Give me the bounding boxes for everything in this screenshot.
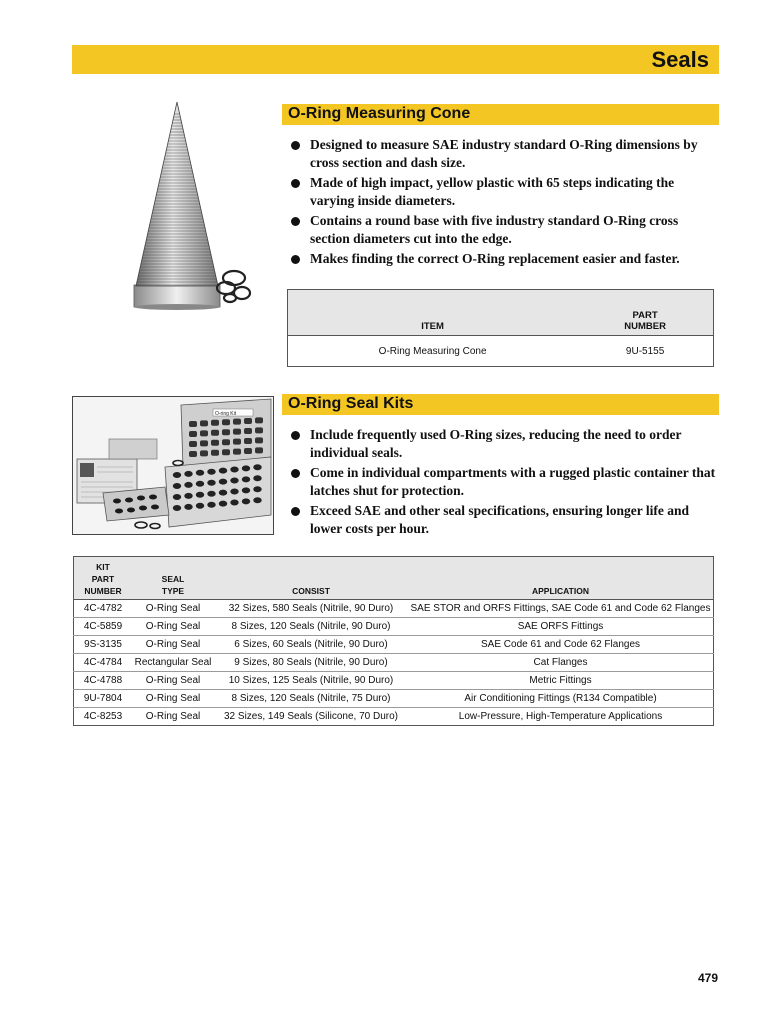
- cell-application: Air Conditioning Fittings (R134 Compatible): [408, 690, 714, 708]
- cell-consist: 10 Sizes, 125 Seals (Nitrile, 90 Duro): [214, 672, 408, 690]
- cell-seal-type: O-Ring Seal: [132, 618, 214, 636]
- table-row: [74, 600, 714, 618]
- kit-label: O-ring Kit: [215, 411, 237, 417]
- measuring-cone-table: [287, 289, 714, 367]
- bullet-icon: [291, 141, 300, 150]
- cell-seal-type: O-Ring Seal: [132, 600, 214, 618]
- cell-consist: 32 Sizes, 149 Seals (Silicone, 70 Duro): [224, 711, 398, 722]
- cell-consist: 6 Sizes, 60 Seals (Nitrile, 90 Duro): [214, 636, 408, 654]
- cell-kit-part-number: 4C-4788: [74, 672, 133, 690]
- list-item: Include frequently used O-Ring sizes, reducing the need to order individual seals.: [288, 426, 718, 462]
- list-item: Come in individual compartments with a rugged plastic container that latches shut for protection.: [288, 464, 718, 500]
- cell-kit-part-number: 4C-4784: [74, 654, 133, 672]
- cell-seal-type: O-Ring Seal: [132, 672, 214, 690]
- column-header-part-number: PART NUMBER: [577, 290, 713, 336]
- bullet-icon: [291, 469, 300, 478]
- cell-application: Cat Flanges: [408, 654, 714, 672]
- table-row: [74, 708, 714, 726]
- bullet-icon: [291, 217, 300, 226]
- column-header-consist: CONSIST: [214, 557, 408, 600]
- cell-kit-part-number: 9S-3135: [74, 636, 133, 654]
- list-item: Made of high impact, yellow plastic with 65 steps indicating the varying inside diameters.: [288, 174, 718, 210]
- page-title: Seals: [651, 47, 709, 72]
- table-row: [74, 636, 714, 654]
- list-item: Makes finding the correct O-Ring replacement easier and faster.: [288, 250, 718, 268]
- section-title-seal-kits: O-Ring Seal Kits: [288, 395, 414, 412]
- cell-application: SAE STOR and ORFS Fittings, SAE Code 61 and Code 62 Flanges: [408, 600, 714, 618]
- table-row: [74, 618, 714, 636]
- cell-seal-type: O-Ring Seal: [145, 711, 201, 722]
- cell-kit-part-number: 9U-7804: [74, 690, 133, 708]
- list-item: Exceed SAE and other seal specifications, ensuring longer life and lower costs per hour.: [288, 502, 718, 538]
- page-number: 479: [697, 971, 718, 985]
- cell-part-number: 9U-5155: [625, 345, 665, 357]
- table-row: [74, 654, 714, 672]
- cell-kit-part-number: 4C-8253: [83, 711, 123, 722]
- cell-application: SAE Code 61 and Code 62 Flanges: [408, 636, 714, 654]
- bullet-icon: [291, 179, 300, 188]
- bullet-icon: [291, 431, 300, 440]
- cell-item: O-Ring Measuring Cone: [378, 345, 487, 357]
- column-header-kit-part-number: KIT PART NUMBER: [74, 557, 133, 600]
- cell-kit-part-number: 4C-4782: [74, 600, 133, 618]
- cell-seal-type: O-Ring Seal: [132, 690, 214, 708]
- cell-consist: 9 Sizes, 80 Seals (Nitrile, 90 Duro): [214, 654, 408, 672]
- cell-seal-type: O-Ring Seal: [132, 636, 214, 654]
- seal-kits-table: [73, 556, 714, 726]
- measuring-cone-image: [122, 100, 262, 315]
- seal-kits-features: [288, 426, 718, 540]
- table-header-row: [74, 557, 714, 600]
- measuring-cone-features: [288, 136, 718, 270]
- cell-application: Low-Pressure, High-Temperature Applications: [458, 711, 663, 722]
- cell-consist: 8 Sizes, 120 Seals (Nitrile, 75 Duro): [214, 690, 408, 708]
- bullet-icon: [291, 507, 300, 516]
- column-header-seal-type: SEAL TYPE: [132, 557, 214, 600]
- page-header-bar: [72, 45, 719, 74]
- section-bar-measuring-cone: [282, 104, 719, 125]
- section-title-measuring-cone: O-Ring Measuring Cone: [288, 105, 471, 122]
- table-row: [74, 690, 714, 708]
- table-row: [288, 336, 714, 367]
- bullet-icon: [291, 255, 300, 264]
- cell-consist: 32 Sizes, 580 Seals (Nitrile, 90 Duro): [214, 600, 408, 618]
- column-header-application: APPLICATION: [408, 557, 714, 600]
- cell-consist: 8 Sizes, 120 Seals (Nitrile, 90 Duro): [214, 618, 408, 636]
- cell-application: Metric Fittings: [408, 672, 714, 690]
- table-header-row: [288, 290, 714, 336]
- seal-kits-image: [72, 396, 274, 535]
- list-item: Designed to measure SAE industry standard O-Ring dimensions by cross section and dash size.: [288, 136, 718, 172]
- cell-seal-type: Rectangular Seal: [132, 654, 214, 672]
- cell-kit-part-number: 4C-5859: [74, 618, 133, 636]
- column-header-item: ITEM: [288, 290, 578, 336]
- cell-application: SAE ORFS Fittings: [408, 618, 714, 636]
- table-row: [74, 672, 714, 690]
- list-item: Contains a round base with five industry standard O-Ring cross section diameters cut into the edge.: [288, 212, 718, 248]
- section-bar-seal-kits: [282, 394, 719, 415]
